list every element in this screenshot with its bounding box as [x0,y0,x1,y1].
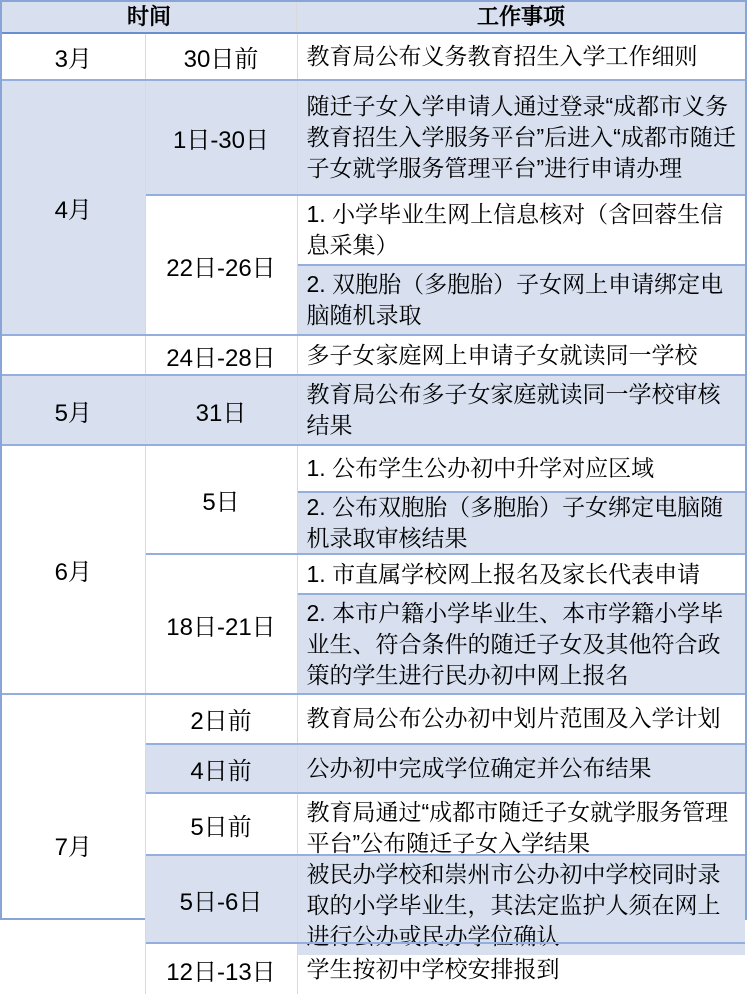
task-items [298,856,746,949]
task-items [298,944,746,994]
month-cell-may: 5月 [2,376,146,444]
task-item: 2. 公布双胞胎（多胞胎）子女绑定电脑随机录取审核结果 [298,491,746,553]
rows-july [146,695,746,994]
month-cell-march: 3月 [2,34,146,79]
rows-march [146,34,746,79]
section-may [2,374,745,444]
task-item: 1. 公布学生公办初中升学对应区域 [306,455,655,481]
table-row [146,854,746,949]
date-cell: 5日前 [146,794,298,854]
date-cell: 1日-30日 [146,81,298,194]
date-cell: 18日-21日 [146,555,298,693]
date-cell: 24日-28日 [146,336,298,374]
task-items [298,555,746,693]
task-items [298,446,746,553]
task-items [298,794,746,854]
date-cell: 22日-26日 [146,196,298,334]
header-time-label: 时间 [2,2,297,32]
task-item: 1. 市直属学校网上报名及家长代表申请 [306,560,701,587]
task-items [298,81,746,194]
date-cell: 5日-6日 [146,856,298,942]
task-item: 教育局公布多子女家庭就读同一学校审核结果 [298,376,746,444]
rows-june [146,446,746,693]
table-header [2,2,745,32]
rows-may [146,376,746,444]
task-item: 随迁子女入学申请人通过登录“成都市义务教育招生入学服务平台”后进入“成都市随迁子女就学服务管理平台”进行申请办理 [298,81,746,194]
task-item: 公办初中完成学位确定并公布结果 [298,745,746,793]
table-row [146,81,746,194]
task-item: 教育局公布义务教育招生入学工作细则 [306,43,698,69]
task-item: 1. 小学毕业生网上信息核对（含回蓉生信息采集） [306,201,724,258]
month-cell-june: 6月 [2,446,146,693]
table-row [146,792,746,854]
table-row [146,376,746,444]
month-cell-april: 4月 [2,81,146,334]
task-items [298,196,746,334]
section-april [2,79,745,334]
task-item: 教育局通过“成都市随迁子女就学服务管理平台”公布随迁子女入学结果 [306,799,729,856]
table-row [146,446,746,553]
section-june [2,444,745,693]
table-row [146,553,746,693]
rows-april [146,81,746,334]
task-item: 教育局公布公办初中划片范围及入学计划 [306,705,721,732]
task-item: 学生按初中学校安排报到 [306,955,560,982]
date-cell: 12日-13日 [146,944,298,994]
task-item: 2. 本市户籍小学毕业生、本市学籍小学毕业生、符合条件的随迁子女及其他符合政策的学生进行民办初中网上报名 [298,593,746,693]
section-july [2,693,745,994]
date-cell: 5日 [146,446,298,553]
section-april-late [2,334,745,374]
section-march [2,32,745,79]
table-row [146,942,746,994]
header-task-label: 工作事项 [476,3,565,29]
table-row [146,194,746,334]
month-cell-july: 7月 [2,695,146,994]
table-row [146,695,746,743]
date-cell: 30日前 [146,34,298,79]
table-row [146,743,746,793]
task-items [298,695,746,743]
task-item: 2. 双胞胎（多胞胎）子女网上申请绑定电脑随机录取 [298,264,746,334]
date-cell: 4日前 [146,745,298,793]
date-cell: 31日 [146,376,298,444]
task-items [298,745,746,793]
table-row [146,336,746,374]
task-items [298,34,746,79]
task-items [298,336,746,374]
month-cell-empty [2,336,146,374]
task-item: 被民办学校和崇州市公办初中学校同时录取的小学毕业生，其法定监护人须在网上进行公办或民办学位确认 [298,856,746,955]
table-row [146,34,746,79]
rows-april-late [146,336,746,374]
date-cell: 2日前 [146,695,298,743]
task-item: 多子女家庭网上申请子女就读同一学校 [306,341,698,368]
task-items [298,376,746,444]
